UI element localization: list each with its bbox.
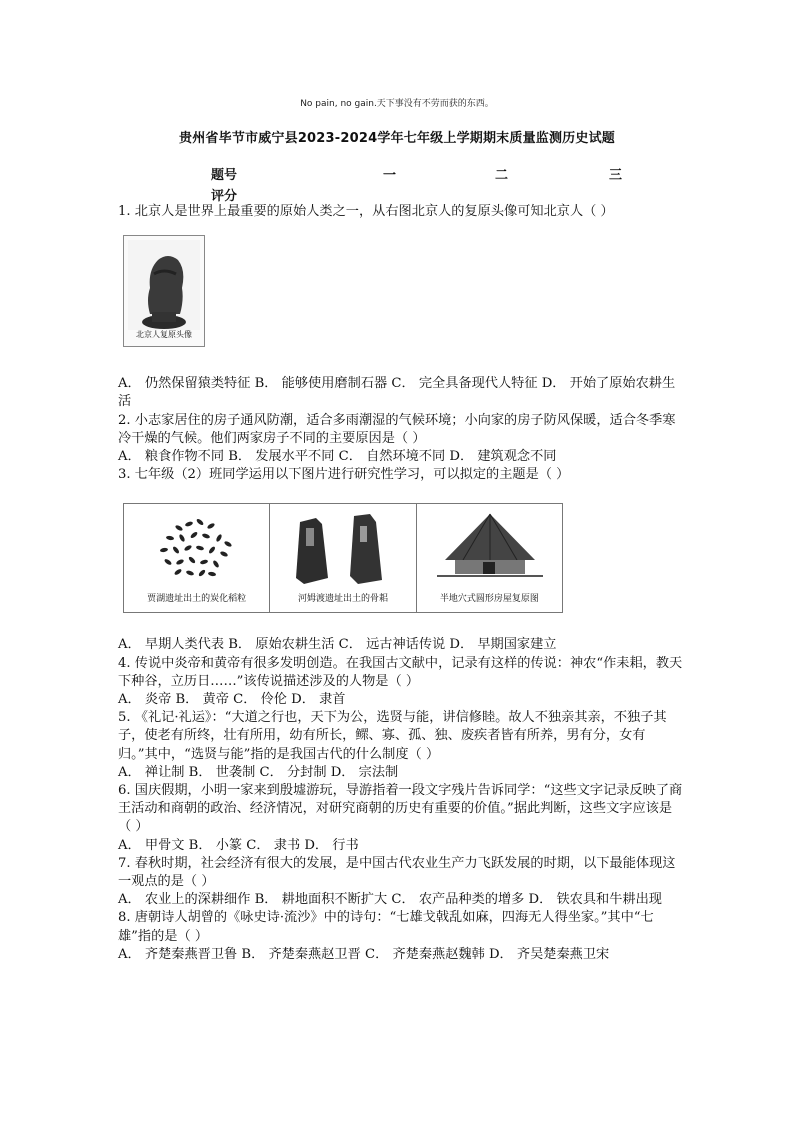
score-col-3: 三 [609,168,623,183]
question-3-stem: 3. 七年级（2）班同学运用以下图片进行研究性学习，可以拟定的主题是（ ） [118,467,570,483]
rice-grains-icon [124,508,270,594]
round-house-icon [417,508,563,594]
rice-grains-panel [124,504,270,612]
round-house-panel [417,504,562,612]
score-table [211,164,631,206]
score-row-number [211,164,631,185]
question-5-options: A． 禅让制 B． 世袭制 C． 分封制 D． 宗法制 [118,764,399,780]
question-3-options: A． 早期人类代表 B． 原始农耕生活 C． 远古神话传说 D． 早期国家建立 [118,637,557,653]
peking-man-bust-icon [128,240,200,330]
round-house-caption: 半地穴式圆形房屋复原图 [439,594,539,605]
question-6-stem: 6. 国庆假期，小明一家来到殷墟游玩，导游指着一段文字残片告诉同学：“这些文字记录反映了商王活动和商朝的政治、经济情况，对研究商朝的历史有重要的价值。”据此判断，这些文字应该是（ ） [118,783,683,835]
score-row-label: 题号 [211,168,238,183]
q3-image-strip [123,503,563,613]
question-1-options: A． 仍然保留猿类特征 B． 能够使用磨制石器 C． 完全具备现代人特征 D． 开始了原始农耕生活 [118,376,676,410]
question-6-options: A． 甲骨文 B． 小篆 C． 隶书 D． 行书 [118,837,359,853]
bone-spade-panel [270,504,416,612]
question-4-stem: 4. 传说中炎帝和黄帝有很多发明创造。在我国古文献中，记录有这样的传说：神农“作耒耜，教天下种谷，立历日……”该传说描述涉及的人物是（ ） [118,655,683,689]
page-title: 贵州省毕节市威宁县2023-2024学年七年级上学期期末质量监测历史试题 [179,131,615,146]
score-col-1: 一 [383,168,397,183]
question-1-stem: 1. 北京人是世界上最重要的原始人类之一，从右图北京人的复原头像可知北京人（ ） [118,204,614,219]
question-list [118,203,683,964]
question-2-stem: 2. 小志家居住的房子通风防潮，适合多雨潮湿的气候环境；小向家的房子防风保暖，适合冬季寒冷干燥的气候。他们两家房子不同的主要原因是（ ） [118,412,676,446]
question-7-stem: 7. 春秋时期，社会经济有很大的发展，是中国古代农业生产力飞跃发展的时期，以下最能体现这一观点的是（ ） [118,855,676,890]
question-2-options: A． 粮食作物不同 B． 发展水平不同 C． 自然环境不同 D． 建筑观念不同 [118,449,557,465]
question-7-options: A． 农业上的深耕细作 B． 耕地面积不断扩大 C． 农产品种类的增多 D． 铁农具和牛耕出现 [118,892,662,908]
question-4-options: A． 炎帝 B． 黄帝 C． 伶伦 D． 隶首 [118,692,346,708]
score-row-label: 评分 [211,189,238,204]
peking-man-caption: 北京人复原头像 [136,330,192,339]
question-8-stem: 8. 唐朝诗人胡曾的《咏史诗·流沙》中的诗句：“七雄戈戟乱如麻，四海无人得坐家。”其中“七雄”指的是（ ） [118,910,654,944]
bone-spade-icon [270,508,416,594]
header-note: No pain, no gain.天下事没有不劳而获的东西。 [300,99,494,109]
question-8-options: A． 齐楚秦燕晋卫鲁 B． 齐楚秦燕赵卫晋 C． 齐楚秦燕赵魏韩 D． 齐吴楚秦燕卫宋 [118,946,610,962]
score-col-2: 二 [495,168,509,183]
peking-man-image [123,235,205,347]
rice-grains-caption: 贾湖遗址出土的炭化稻粒 [147,594,247,605]
bone-spade-caption: 河姆渡遗址出土的骨耜 [297,594,388,605]
question-5-stem: 5. 《礼记·礼运》：“大道之行也，天下为公，选贤与能，讲信修睦。故人不独亲其亲，不独子其子，使老有所终，壮有所用，幼有所长，鳏、寡、孤、独、废疾者皆有所养，男有分，女有归。”其中，“选贤与能”指的是我国古代的什么制度（ ） [118,710,667,762]
